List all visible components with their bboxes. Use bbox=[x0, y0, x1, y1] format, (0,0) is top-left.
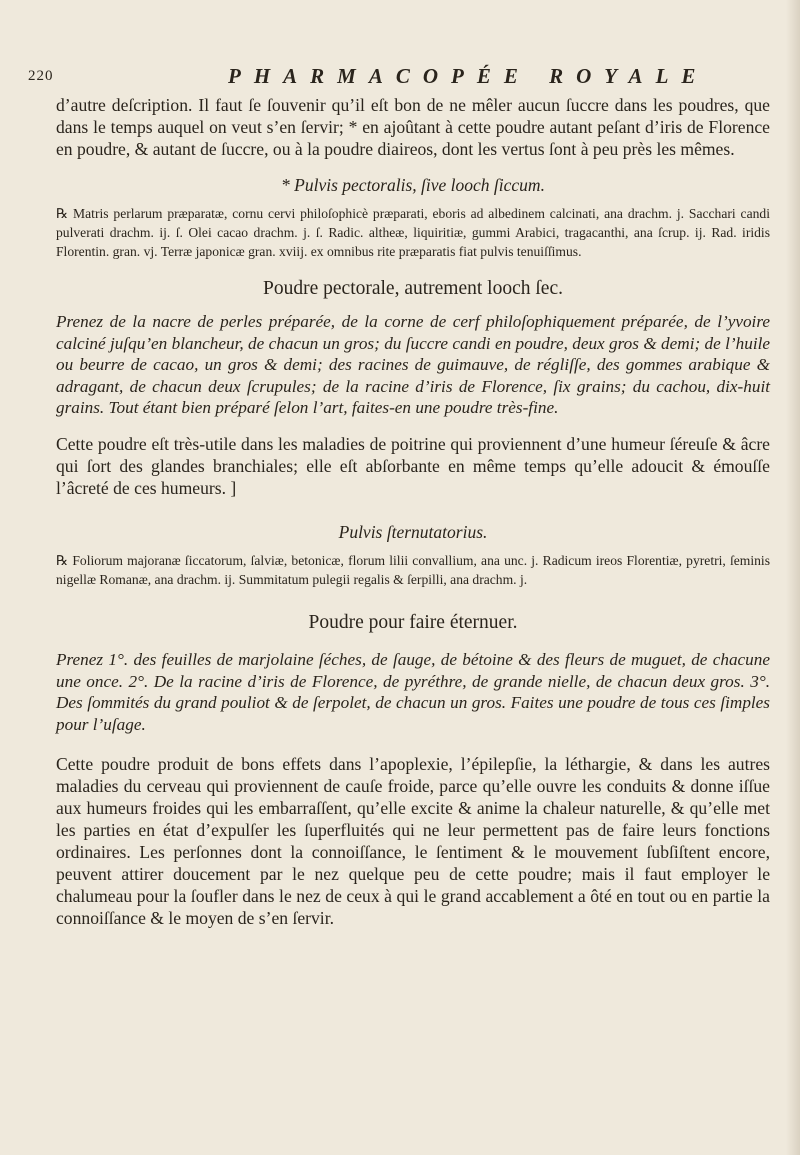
french-recipe-sternutatory: Prenez 1°. des feuilles de marjolaine ſéches, de ſauge, de bétoine & des fleurs de muguet, de chacune une once. 2°. De la racine d’iris de Florence, de pyréthre, de grande nielle, de chacun deux gros. 3°. Des ſommités du grand pouliot & de ſerpolet, de chacun un gros. Faites une poudre de tous ces ſimples pour l’uſage. bbox=[56, 649, 770, 734]
french-title-sternutatory: Poudre pour faire éternuer. bbox=[308, 611, 518, 633]
running-title: PHARMACOPÉE ROYALE bbox=[228, 64, 709, 88]
note-pectoral: Cette poudre eſt très-utile dans les maladies de poitrine qui proviennent d’une humeur ſéreuſe & âcre qui ſort des glandes branchiales; elle eſt abſorbante en même temps qu’elle adoucit & émouſſe l’âcreté de ces humeurs. ] bbox=[56, 433, 770, 498]
page-number: 220 bbox=[28, 68, 54, 84]
intro-paragraph: d’autre deſcription. Il faut ſe ſouvenir qu’il eſt bon de ne mêler aucun ſuccre dans les poudres, que dans le temps auquel on veut s’en ſervir; * en ajoûtant à cette poudre autant peſant d’iris de Florence en poudre, & autant de ſuccre, ou à la poudre diaireos, dont les vertus ſont à peu près les mêmes. bbox=[56, 95, 770, 159]
french-recipe-pectoral: Prenez de la nacre de perles préparée, de la corne de cerf philoſophiquement préparée, de l’yvoire calciné juſqu’en blancheur, de chacun un gros; du ſuccre candi en poudre, deux gros & demi; de l’huile ou beurre de cacao, un gros & demi; des racines de guimauve, de régliſſe, des gommes arabique & adragant, de chacun deux ſcrupules; de la racine d’iris de Florence, ſix grains; du cachou, dix-huit grains. Tout étant bien préparé ſelon l’art, faites-en une poudre très-fine. bbox=[56, 312, 770, 418]
latin-title-sternutatory: Pulvis ſternutatorius. bbox=[338, 521, 488, 542]
page-body bbox=[56, 92, 770, 929]
latin-recipe-sternutatory: ℞ Foliorum majoranæ ſiccatorum, ſalviæ, betonicæ, florum lilii convallium, ana unc. j. Radicum ireos Florentiæ, pyretri, ſeminis nigellæ Romanæ, ana drachm. ij. Summitatum pulegii regalis & ſerpilli, ana drachm. j. bbox=[56, 552, 770, 587]
page-edge-shadow bbox=[786, 0, 800, 1155]
page-header bbox=[0, 64, 800, 90]
note-sternutatory: Cette poudre produit de bons effets dans l’apoplexie, l’épilepſie, la léthargie, & dans les autres maladies du cerveau qui proviennent de cauſe froide, parce qu’elle ouvre les conduits & donne iſſue aux humeurs froides qui les embarraſſent, qu’elle excite & anime la chaleur naturelle, & qu’elle met les parties en état d’expulſer les ſuperfluités qui ne leur permettent pas de faire leurs fonctions ordinaires. Les perſonnes dont la connoiſſance, le ſentiment & le mouvement ſubſiſtent encore, peuvent attirer doucement par le nez quelque peu de cette poudre; mais il faut employer le chalumeau pour la ſoufler dans le nez de ceux à qui le grand accablement a ôté en tout ou en partie la connoiſſance & le moyen de s’en ſervir. bbox=[56, 754, 770, 929]
french-title-pectoral: Poudre pectorale, autrement looch ſec. bbox=[263, 278, 563, 299]
latin-recipe-pectoral: ℞ Matris perlarum præparatæ, cornu cervi philoſophicè præparati, eboris ad albedinem calcinati, ana drachm. j. Sacchari candi pulverati drachm. ij. ſ. Olei cacao drachm. j. ſ. Radic. altheæ, liquiritiæ, gummi Arabici, tragacanthi, ana ſcrup. ij. Rad. iridis Florentin. gran. vj. Terræ japonicæ gran. xviij. ex omnibus rite præparatis fiat pulvis tenuiſſimus. bbox=[56, 206, 770, 259]
latin-title-pectoral: * Pulvis pectoralis, ſive looch ſiccum. bbox=[281, 175, 545, 195]
